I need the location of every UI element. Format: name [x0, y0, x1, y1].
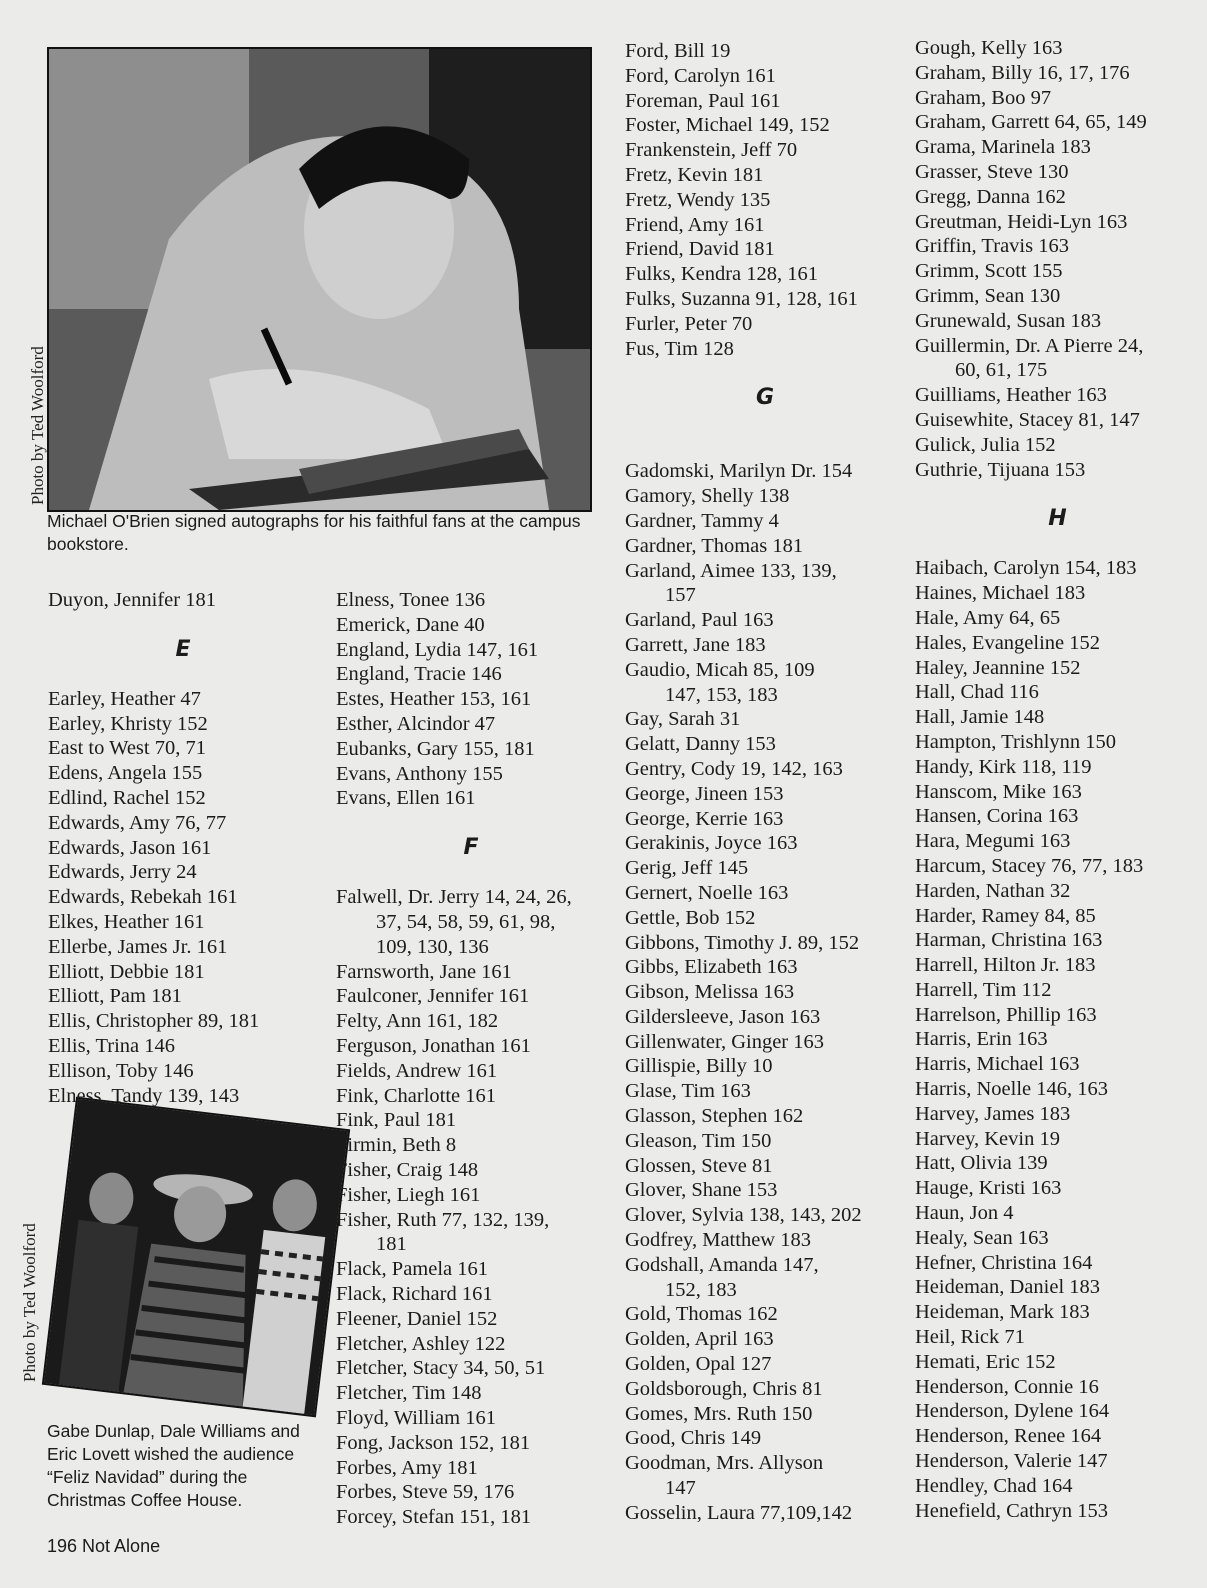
index-entry: Gosselin, Laura 77,109,142: [625, 1501, 853, 1524]
index-entry: Grunewald, Susan 183: [915, 309, 1102, 332]
photo-singers: [42, 1097, 350, 1418]
index-entry: Fletcher, Tim 148: [336, 1382, 482, 1405]
index-entry: Harrell, Tim 112: [915, 978, 1052, 1001]
index-entry: Healy, Sean 163: [915, 1226, 1049, 1249]
index-entry: Glover, Shane 153: [625, 1179, 778, 1202]
index-entry: Godshall, Amanda 147,: [625, 1253, 819, 1276]
index-entry: Elness, Tonee 136: [336, 589, 486, 611]
index-entry: England, Tracie 146: [336, 663, 502, 686]
index-entry: Gillenwater, Ginger 163: [625, 1030, 824, 1053]
index-entry: Edwards, Rebekah 161: [48, 886, 238, 909]
index-entry: Furler, Peter 70: [625, 312, 753, 335]
section-letter-h: H: [1048, 506, 1067, 532]
index-entry: Ellis, Christopher 89, 181: [48, 1010, 260, 1033]
photo-2-caption: Gabe Dunlap, Dale Williams and Eric Lovett wished the audience “Feliz Navidad” during the Christmas Coffee House.: [47, 1421, 300, 1510]
index-entry: Ford, Carolyn 161: [625, 64, 776, 87]
index-entry: Good, Chris 149: [625, 1427, 762, 1450]
index-entry: Gamory, Shelly 138: [625, 485, 790, 508]
index-entry-continuation: 147, 153, 183: [665, 683, 778, 706]
index-entry: Evans, Anthony 155: [336, 762, 503, 785]
index-entry: Gildersleeve, Jason 163: [625, 1005, 821, 1028]
index-entry: Fink, Charlotte 161: [336, 1084, 497, 1107]
index-entry: Edens, Angela 155: [48, 762, 203, 785]
index-entry: Gay, Sarah 31: [625, 708, 741, 731]
index-entry: Grimm, Sean 130: [915, 284, 1061, 307]
section-letter-f: F: [463, 835, 479, 861]
index-entry: Forbes, Amy 181: [336, 1456, 478, 1479]
index-entry: George, Kerrie 163: [625, 807, 784, 830]
index-entry: Harris, Michael 163: [915, 1053, 1080, 1076]
index-entry: Gregg, Danna 162: [915, 185, 1066, 208]
index-entry: Guillermin, Dr. A Pierre 24,: [915, 334, 1144, 357]
index-entry: Friend, Amy 161: [625, 213, 765, 236]
index-entry: Hansen, Corina 163: [915, 805, 1079, 828]
index-entry: Fletcher, Ashley 122: [336, 1332, 506, 1355]
index-entry: Hales, Evangeline 152: [915, 631, 1101, 654]
section-letter-e: E: [175, 636, 191, 662]
index-entry: Haines, Michael 183: [915, 582, 1086, 605]
index-entry: Gleason, Tim 150: [625, 1129, 772, 1152]
index-entry: Hampton, Trishlynn 150: [915, 730, 1117, 753]
index-entry-continuation: 152, 183: [665, 1278, 737, 1301]
index-entry: Firmin, Beth 8: [336, 1134, 457, 1157]
index-entry: Frankenstein, Jeff 70: [625, 139, 798, 162]
index-entry: Fong, Jackson 152, 181: [336, 1431, 531, 1454]
index-entry: Evans, Ellen 161: [336, 787, 476, 810]
index-entry: Elliott, Debbie 181: [48, 960, 205, 983]
index-entry: Edwards, Amy 76, 77: [48, 811, 227, 834]
index-entry: Friend, David 181: [625, 238, 775, 261]
index-entry: Griffin, Travis 163: [915, 235, 1069, 258]
index-entry: Ford, Bill 19: [625, 40, 731, 62]
page-folio: 196 Not Alone: [47, 1536, 161, 1556]
index-entry: Fus, Tim 128: [625, 337, 734, 360]
index-entry: Harman, Christina 163: [915, 929, 1103, 952]
index-entry: Hara, Megumi 163: [915, 830, 1071, 853]
index-entry: Ellis, Trina 146: [48, 1034, 176, 1057]
index-entry-continuation: 60, 61, 175: [955, 359, 1048, 382]
photo-1-illustration: [49, 49, 590, 510]
index-entry: Heideman, Mark 183: [915, 1301, 1090, 1324]
index-entry: Graham, Boo 97: [915, 86, 1052, 109]
index-entry: Gough, Kelly 163: [915, 37, 1063, 59]
index-entry: Fretz, Wendy 135: [625, 188, 771, 211]
index-entry: Duyon, Jennifer 181: [48, 589, 216, 611]
index-entry-continuation: 147: [665, 1477, 696, 1500]
index-entry: Hefner, Christina 164: [915, 1251, 1093, 1274]
photo-1-credit: Photo by Ted Woolford: [28, 346, 47, 505]
index-entry: Gettle, Bob 152: [625, 906, 756, 929]
index-entry: Hale, Amy 64, 65: [915, 606, 1061, 629]
index-entry: Flack, Richard 161: [336, 1282, 493, 1305]
index-entry: Glover, Sylvia 138, 143, 202: [625, 1204, 862, 1227]
index-entry: Harden, Nathan 32: [915, 879, 1071, 902]
index-entry: Fletcher, Stacy 34, 50, 51: [336, 1357, 546, 1380]
photo-2-illustration: [44, 1099, 348, 1415]
index-entry: Gibson, Melissa 163: [625, 981, 795, 1004]
index-entry-continuation: 157: [665, 584, 696, 607]
index-entry: Guilliams, Heather 163: [915, 384, 1107, 407]
index-entry: Garland, Aimee 133, 139,: [625, 559, 837, 582]
index-entry: Gerakinis, Joyce 163: [625, 832, 798, 855]
index-entry: Haun, Jon 4: [915, 1202, 1014, 1225]
index-entry: Fisher, Liegh 161: [336, 1183, 481, 1206]
index-entry: Elkes, Heather 161: [48, 910, 205, 933]
photo-2-credit: Photo by Ted Woolford: [20, 1223, 39, 1382]
index-entry: Garrett, Jane 183: [625, 633, 766, 656]
index-entry: Gillispie, Billy 10: [625, 1055, 773, 1078]
index-entry-continuation: 181: [376, 1233, 407, 1256]
index-entry: Gomes, Mrs. Ruth 150: [625, 1402, 813, 1425]
index-entry-continuation: 37, 54, 58, 59, 61, 98,: [376, 910, 556, 933]
index-entry: Guthrie, Tijuana 153: [915, 458, 1086, 481]
index-entry: Harris, Erin 163: [915, 1028, 1048, 1051]
index-entry: Guisewhite, Stacey 81, 147: [915, 408, 1140, 431]
index-entry: Grimm, Scott 155: [915, 260, 1063, 283]
index-entry: Faulconer, Jennifer 161: [336, 985, 530, 1008]
index-entry: Gelatt, Danny 153: [625, 733, 776, 756]
index-entry: Edlind, Rachel 152: [48, 786, 206, 809]
index-entry: Emerick, Dane 40: [336, 613, 485, 636]
index-entry: Godfrey, Matthew 183: [625, 1229, 811, 1252]
photo-author-signing: [47, 47, 592, 512]
index-column-2: [336, 588, 606, 1530]
index-entry: Earley, Heather 47: [48, 687, 201, 710]
index-column-1: [48, 588, 318, 1108]
index-entry: Greutman, Heidi-Lyn 163: [915, 210, 1128, 233]
index-entry: Floyd, William 161: [336, 1406, 496, 1429]
index-entry: Harvey, James 183: [915, 1102, 1071, 1125]
index-entry: Hatt, Olivia 139: [915, 1152, 1048, 1175]
index-entry: East to West 70, 71: [48, 737, 206, 760]
index-entry: Goodman, Mrs. Allyson: [625, 1452, 824, 1475]
index-entry: Hemati, Eric 152: [915, 1350, 1056, 1373]
index-entry: Heil, Rick 71: [915, 1326, 1025, 1349]
index-column-4: [915, 36, 1200, 1523]
index-entry: Golden, Opal 127: [625, 1353, 772, 1376]
index-entry: Harder, Ramey 84, 85: [915, 904, 1096, 927]
index-entry: Estes, Heather 153, 161: [336, 688, 532, 711]
index-entry: Farnsworth, Jane 161: [336, 960, 512, 983]
index-entry: Hanscom, Mike 163: [915, 780, 1082, 803]
index-entry: Henderson, Connie 16: [915, 1375, 1099, 1398]
index-entry: Fisher, Ruth 77, 132, 139,: [336, 1208, 550, 1231]
index-entry: Foster, Michael 149, 152: [625, 114, 830, 137]
index-entry: Eubanks, Gary 155, 181: [336, 737, 535, 760]
index-entry: Hall, Chad 116: [915, 681, 1039, 704]
index-column-3: [625, 39, 905, 1526]
index-entry: England, Lydia 147, 161: [336, 638, 539, 661]
index-entry: Fleener, Daniel 152: [336, 1307, 498, 1330]
index-entry: Henderson, Valerie 147: [915, 1450, 1108, 1473]
index-entry: Flack, Pamela 161: [336, 1258, 489, 1281]
index-entry: Fulks, Kendra 128, 161: [625, 263, 819, 286]
index-entry: Graham, Garrett 64, 65, 149: [915, 111, 1147, 134]
index-entry: Hendley, Chad 164: [915, 1474, 1073, 1497]
index-entry: George, Jineen 153: [625, 782, 784, 805]
index-entry: Goldsborough, Chris 81: [625, 1377, 823, 1400]
index-entry: Gardner, Thomas 181: [625, 534, 804, 557]
index-entry: Graham, Billy 16, 17, 176: [915, 61, 1130, 84]
index-entry: Gerig, Jeff 145: [625, 857, 749, 880]
index-entry: Harcum, Stacey 76, 77, 183: [915, 854, 1144, 877]
index-entry: Gulick, Julia 152: [915, 433, 1056, 456]
index-entry: Esther, Alcindor 47: [336, 712, 496, 735]
index-entry: Gibbs, Elizabeth 163: [625, 956, 798, 979]
photo-1-caption: Michael O'Brien signed autographs for his faithful fans at the campus bookstore.: [47, 511, 581, 554]
index-entry: Heideman, Daniel 183: [915, 1276, 1101, 1299]
index-entry: Glossen, Steve 81: [625, 1154, 773, 1177]
index-entry: Elness, Tandy 139, 143: [48, 1084, 240, 1107]
index-entry: Harrell, Hilton Jr. 183: [915, 954, 1096, 977]
index-entry: Glasson, Stephen 162: [625, 1105, 804, 1128]
index-entry: Gentry, Cody 19, 142, 163: [625, 757, 843, 780]
index-entry: Haibach, Carolyn 154, 183: [915, 557, 1137, 580]
index-entry: Gadomski, Marilyn Dr. 154: [625, 460, 853, 483]
index-entry: Foreman, Paul 161: [625, 89, 781, 112]
index-entry: Ellison, Toby 146: [48, 1059, 194, 1082]
index-entry: Felty, Ann 161, 182: [336, 1010, 499, 1033]
index-entry: Ferguson, Jonathan 161: [336, 1034, 531, 1057]
index-entry: Harvey, Kevin 19: [915, 1127, 1060, 1150]
section-letter-g: G: [755, 385, 775, 411]
index-entry: Gold, Thomas 162: [625, 1303, 778, 1326]
index-entry: Glase, Tim 163: [625, 1080, 751, 1103]
index-entry: Fink, Paul 181: [336, 1109, 457, 1132]
index-entry: Elliott, Pam 181: [48, 985, 182, 1008]
index-entry: Edwards, Jerry 24: [48, 861, 197, 884]
index-entry: Garland, Paul 163: [625, 609, 774, 632]
index-entry: Edwards, Jason 161: [48, 836, 212, 859]
index-entry: Handy, Kirk 118, 119: [915, 755, 1092, 778]
index-entry: Harris, Noelle 146, 163: [915, 1078, 1108, 1101]
index-entry: Gernert, Noelle 163: [625, 881, 789, 904]
index-entry: Grama, Marinela 183: [915, 136, 1091, 159]
index-entry: Fulks, Suzanna 91, 128, 161: [625, 287, 858, 310]
index-entry: Hall, Jamie 148: [915, 706, 1045, 729]
index-entry: Ellerbe, James Jr. 161: [48, 935, 228, 958]
index-entry: Henefield, Cathryn 153: [915, 1499, 1108, 1522]
index-entry: Gibbons, Timothy J. 89, 152: [625, 931, 860, 954]
index-entry: Fretz, Kevin 181: [625, 163, 764, 186]
index-entry: Gaudio, Micah 85, 109: [625, 658, 815, 681]
index-entry: Fisher, Craig 148: [336, 1158, 479, 1181]
index-entry: Fields, Andrew 161: [336, 1059, 498, 1082]
index-entry: Forcey, Stefan 151, 181: [336, 1506, 532, 1529]
index-entry: Gardner, Tammy 4: [625, 509, 779, 532]
index-entry-continuation: 109, 130, 136: [376, 935, 489, 958]
index-entry: Forbes, Steve 59, 176: [336, 1481, 515, 1504]
index-entry: Falwell, Dr. Jerry 14, 24, 26,: [336, 886, 572, 909]
index-entry: Haley, Jeannine 152: [915, 656, 1081, 679]
index-entry: Henderson, Renee 164: [915, 1425, 1102, 1448]
index-entry: Earley, Khristy 152: [48, 712, 208, 735]
index-entry: Harrelson, Phillip 163: [915, 1003, 1097, 1026]
index-entry: Golden, April 163: [625, 1328, 774, 1351]
index-entry: Grasser, Steve 130: [915, 160, 1069, 183]
index-entry: Hauge, Kristi 163: [915, 1177, 1062, 1200]
index-entry: Henderson, Dylene 164: [915, 1400, 1110, 1423]
